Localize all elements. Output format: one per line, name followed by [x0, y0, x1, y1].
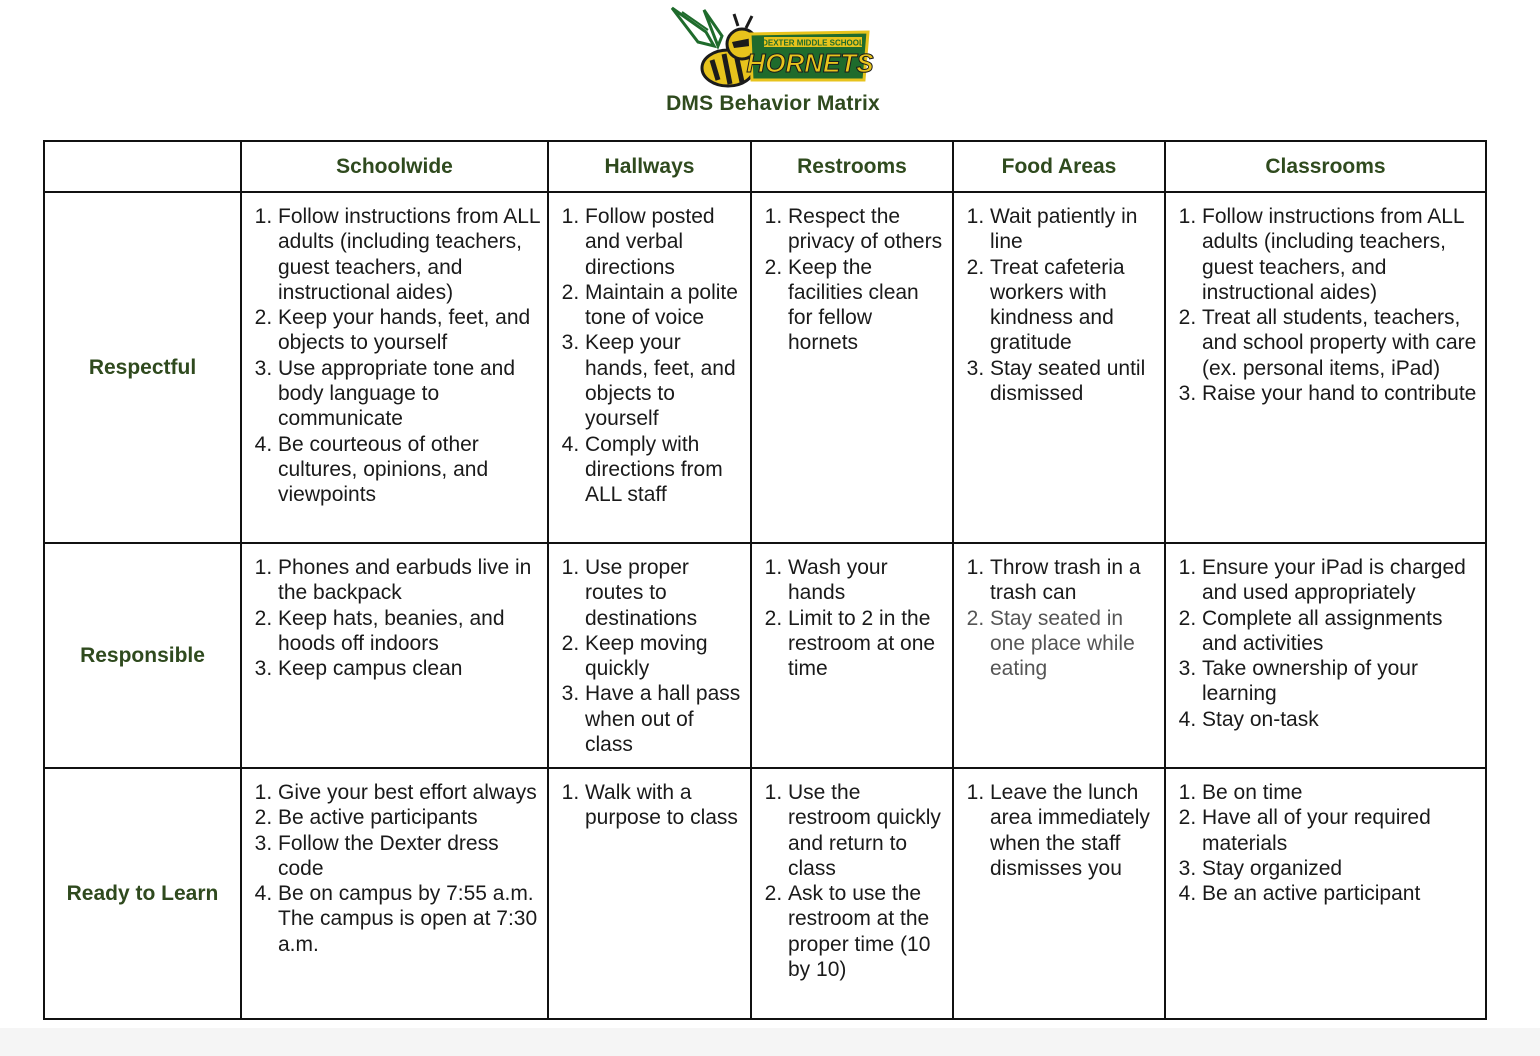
list-item: 2. Keep moving quickly: [585, 631, 744, 682]
list-item: 2. Limit to 2 in the restroom at one time: [788, 606, 946, 682]
list-item: 4. Be courteous of other cultures, opinions, and viewpoints: [278, 432, 541, 508]
list-item: 4. Be on campus by 7:55 a.m. The campus is open at 7:30 a.m.: [278, 881, 541, 957]
table-cell: [241, 768, 548, 1019]
list-item: 1. Respect the privacy of others: [788, 204, 946, 255]
column-header-classrooms: Classrooms: [1165, 141, 1486, 192]
list-item: 3. Have a hall pass when out of class: [585, 681, 744, 757]
list-item: 3. Keep your hands, feet, and objects to yourself: [585, 330, 744, 431]
list-item: 2. Complete all assignments and activities: [1202, 606, 1479, 657]
list-item: 2. Have all of your required materials: [1202, 805, 1479, 856]
column-header-schoolwide: Schoolwide: [241, 141, 548, 192]
row-header-responsible: Responsible: [44, 543, 241, 768]
list-item: 3. Follow the Dexter dress code: [278, 831, 541, 882]
table-cell: [548, 768, 751, 1019]
table-cell: [751, 192, 953, 543]
list-item: 1. Walk with a purpose to class: [585, 780, 744, 831]
page-title: DMS Behavior Matrix: [666, 92, 880, 115]
list-item: 3. Raise your hand to contribute: [1202, 381, 1479, 406]
list-item: 1. Throw trash in a trash can: [990, 555, 1158, 606]
rule-list: [1166, 193, 1485, 412]
list-item: 2. Keep the facilities clean for fellow hornets: [788, 255, 946, 356]
table-cell: [953, 543, 1165, 768]
list-item: 3. Stay organized: [1202, 856, 1479, 881]
list-item: 2. Maintain a polite tone of voice: [585, 280, 744, 331]
rule-list: [242, 769, 547, 963]
row-header-ready-to-learn: Ready to Learn: [44, 768, 241, 1019]
rule-list: [752, 769, 952, 988]
list-item: 2. Treat cafeteria workers with kindness and gratitude: [990, 255, 1158, 356]
row-header-respectful: Respectful: [44, 192, 241, 543]
list-item: 1. Follow posted and verbal directions: [585, 204, 744, 280]
rule-list: [242, 193, 547, 514]
table-cell: [1165, 768, 1486, 1019]
list-item: 1. Ensure your iPad is charged and used appropriately: [1202, 555, 1479, 606]
table-cell: [548, 543, 751, 768]
table-cell: [1165, 192, 1486, 543]
rule-list: [549, 769, 750, 837]
behavior-matrix-table: [43, 140, 1487, 1020]
list-item: 2. Stay seated in one place while eating: [990, 606, 1158, 682]
list-item: 3. Keep campus clean: [278, 656, 541, 681]
table-row: [44, 192, 1486, 543]
list-item: 3. Use appropriate tone and body language to communicate: [278, 356, 541, 432]
hornets-logo: [668, 6, 874, 90]
table-cell: [241, 192, 548, 543]
table-cell: [751, 543, 953, 768]
list-item: 4. Be an active participant: [1202, 881, 1479, 906]
rule-list: [1166, 769, 1485, 912]
rule-list: [954, 769, 1164, 887]
bottom-scroll-area: [0, 1028, 1540, 1056]
rule-list: [954, 193, 1164, 412]
column-header-hallways: Hallways: [548, 141, 751, 192]
hornet-mascot-icon: [668, 6, 874, 90]
rule-list: [242, 544, 547, 687]
logo-school-name: DEXTER MIDDLE SCHOOL: [762, 38, 864, 48]
logo-mascot-name: HORNETS: [746, 48, 874, 78]
table-cell: [241, 543, 548, 768]
table-cell: [953, 768, 1165, 1019]
column-header-restrooms: Restrooms: [751, 141, 953, 192]
table-cell: [1165, 543, 1486, 768]
rule-list: [954, 544, 1164, 687]
table-cell: [751, 768, 953, 1019]
table-cell: [953, 192, 1165, 543]
list-item: 1. Wait patiently in line: [990, 204, 1158, 255]
table-header-row: [44, 141, 1486, 192]
list-item: 1. Leave the lunch area immediately when the staff dismisses you: [990, 780, 1158, 881]
rule-list: [752, 193, 952, 362]
list-item: 1. Use the restroom quickly and return to class: [788, 780, 946, 881]
list-item: 1. Phones and earbuds live in the backpack: [278, 555, 541, 606]
list-item: 2. Keep your hands, feet, and objects to yourself: [278, 305, 541, 356]
list-item: 3. Stay seated until dismissed: [990, 356, 1158, 407]
list-item: 2. Treat all students, teachers, and school property with care (ex. personal items, iPad): [1202, 305, 1479, 381]
table-row: [44, 543, 1486, 768]
list-item: 1. Be on time: [1202, 780, 1479, 805]
rule-list: [752, 544, 952, 687]
column-header-food-areas: Food Areas: [953, 141, 1165, 192]
list-item: 1. Use proper routes to destinations: [585, 555, 744, 631]
list-item: 1. Follow instructions from ALL adults (including teachers, guest teachers, and instructional aides): [1202, 204, 1479, 305]
list-item: 1. Give your best effort always: [278, 780, 541, 805]
list-item: 2. Be active participants: [278, 805, 541, 830]
list-item: 4. Comply with directions from ALL staff: [585, 432, 744, 508]
list-item: 1. Wash your hands: [788, 555, 946, 606]
table-row: [44, 768, 1486, 1019]
list-item: 1. Follow instructions from ALL adults (including teachers, guest teachers, and instructional aides): [278, 204, 541, 305]
rule-list: [1166, 544, 1485, 738]
rule-list: [549, 193, 750, 514]
rule-list: [549, 544, 750, 763]
list-item: 2. Keep hats, beanies, and hoods off indoors: [278, 606, 541, 657]
list-item: 4. Stay on-task: [1202, 707, 1479, 732]
table-cell: [548, 192, 751, 543]
list-item: 3. Take ownership of your learning: [1202, 656, 1479, 707]
list-item: 2. Ask to use the restroom at the proper time (10 by 10): [788, 881, 946, 982]
header-corner-cell: [44, 141, 241, 192]
